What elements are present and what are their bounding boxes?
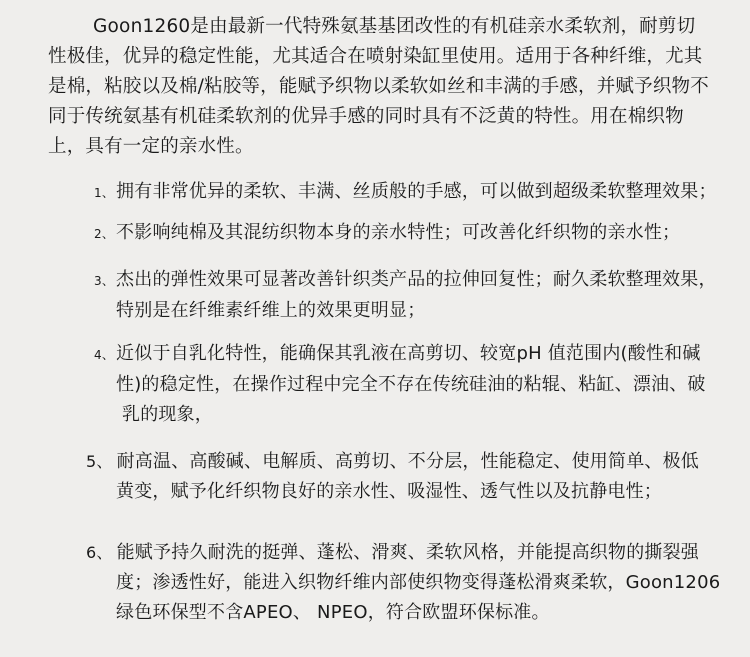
feature-text-line: 能赋予持久耐洗的挺弹、蓬松、滑爽、柔软风格，并能提高织物的撕裂强 (116, 542, 699, 563)
feature-item-1 (94, 177, 717, 208)
feature-item-5 (86, 447, 699, 507)
feature-item-6 (86, 538, 720, 628)
feature-text-line: 不影响纯棉及其混纺织物本身的亲水特性；可改善化纤织物的亲水性； (116, 222, 681, 243)
feature-text-line: 黄变，赋予化纤织物良好的亲水性、吸湿性、透气性以及抗静电性； (116, 481, 662, 502)
feature-item-2 (94, 218, 680, 249)
feature-text-line: 近似于自乳化特性，能确保其乳液在高剪切、较宽pH 值范围内(酸性和碱 (116, 343, 701, 364)
feature-text-line: 绿色环保型不含APEO、 NPEO，符合欧盟环保标准。 (116, 602, 550, 623)
feature-number: 6、 (86, 543, 113, 562)
feature-text-line: 乳的现象， (122, 404, 213, 425)
feature-item-4 (94, 339, 706, 430)
feature-number: 4、 (94, 348, 115, 362)
feature-number: 1、 (94, 186, 115, 200)
feature-text-line: 性)的稳定性，在操作过程中完全不存在传统硅油的粘辊、粘缸、漂油、破 (116, 374, 706, 395)
feature-number: 3、 (94, 274, 115, 288)
feature-text-line: 拥有非常优异的柔软、丰满、丝质般的手感，可以做到超级柔软整理效果； (116, 181, 717, 202)
intro-paragraph: Goon1260是由最新一代特殊氨基基团改性的有机硅亲水柔软剂，耐剪切性极佳，优异的稳定性能，尤其适合在喷射染缸里使用。适用于各种纤维，尤其是棉，粘胶以及棉/粘胶等，能赋予织物以柔软如丝和丰满的手感，并赋予织物不同于传统氨基有机硅柔软剂的优异手感的同时具有不泛黄的特性。用在棉织物上，具有一定的亲水性。 (48, 16, 709, 157)
feature-number: 5、 (86, 452, 113, 471)
feature-number: 2、 (94, 227, 115, 241)
feature-text-line: 特别是在纤维素纤维上的效果更明显； (116, 300, 426, 321)
feature-text-line: 杰出的弹性效果可显著改善针织类产品的拉伸回复性；耐久柔软整理效果， (116, 269, 717, 290)
feature-text-line: 度；渗透性好，能进入织物纤维内部使织物变得蓬松滑爽柔软，Goon1206 (116, 572, 721, 593)
feature-text-line: 耐高温、高酸碱、电解质、高剪切、不分层，性能稳定、使用简单、极低 (116, 451, 699, 472)
feature-item-3 (94, 265, 717, 326)
